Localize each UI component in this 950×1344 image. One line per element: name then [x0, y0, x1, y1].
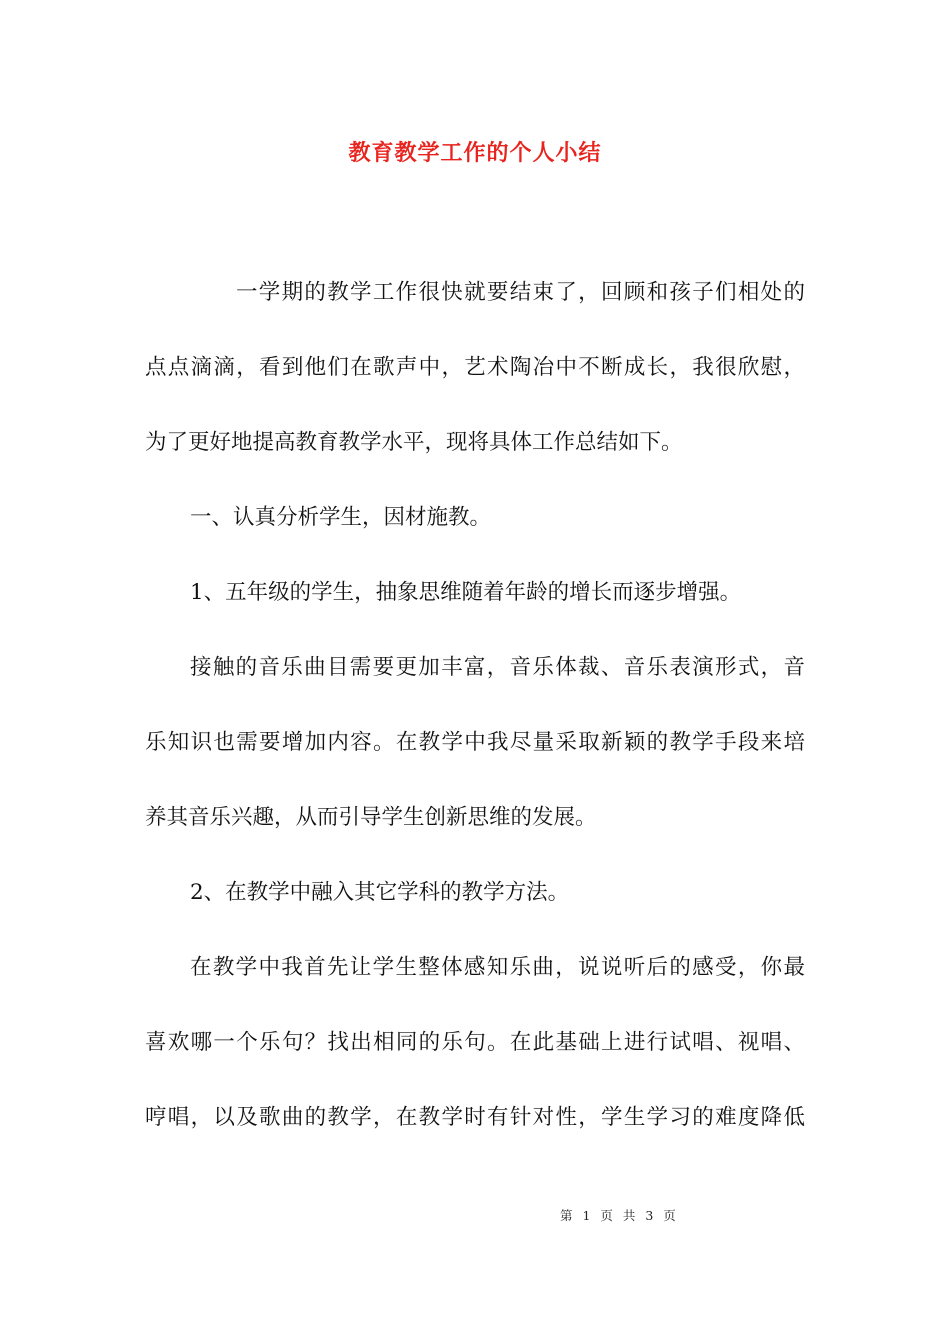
paragraph-line-6: 养其音乐兴趣，从而引导学生创新思维的发展。 — [145, 805, 597, 830]
paragraph-line-8: 喜欢哪一个乐句？找出相同的乐句。在此基础上进行试唱、视唱、 — [145, 1030, 805, 1055]
paragraph-line-3: 为了更好地提高教育教学水平，现将具体工作总结如下。 — [145, 430, 683, 455]
paragraph-line-4: 接触的音乐曲目需要更加丰富，音乐体裁、音乐表演形式，音 — [190, 655, 805, 680]
paragraph-line-7: 在教学中我首先让学生整体感知乐曲，说说听后的感受，你最 — [190, 955, 805, 980]
paragraph-line-5: 乐知识也需要增加内容。在教学中我尽量采取新颖的教学手段来培 — [145, 730, 805, 755]
paragraph-line-1: 一学期的教学工作很快就要结束了，回顾和孩子们相处的 — [236, 280, 805, 305]
paragraph-line-9: 哼唱，以及歌曲的教学，在教学时有针对性，学生学习的难度降低 — [145, 1105, 805, 1130]
list-item-2: 2、在教学中融入其它学科的教学方法。 — [190, 880, 570, 905]
paragraph-line-2: 点点滴滴，看到他们在歌声中，艺术陶冶中不断成长，我很欣慰， — [145, 355, 805, 380]
section-heading-1: 一、认真分析学生，因材施教。 — [190, 505, 492, 530]
list-item-1: 1、五年级的学生，抽象思维随着年龄的增长而逐步增强。 — [190, 580, 742, 605]
document-title: 教育教学工作的个人小结 — [348, 140, 602, 166]
page-number-footer: 第 1 页 共 3 页 — [560, 1208, 679, 1223]
